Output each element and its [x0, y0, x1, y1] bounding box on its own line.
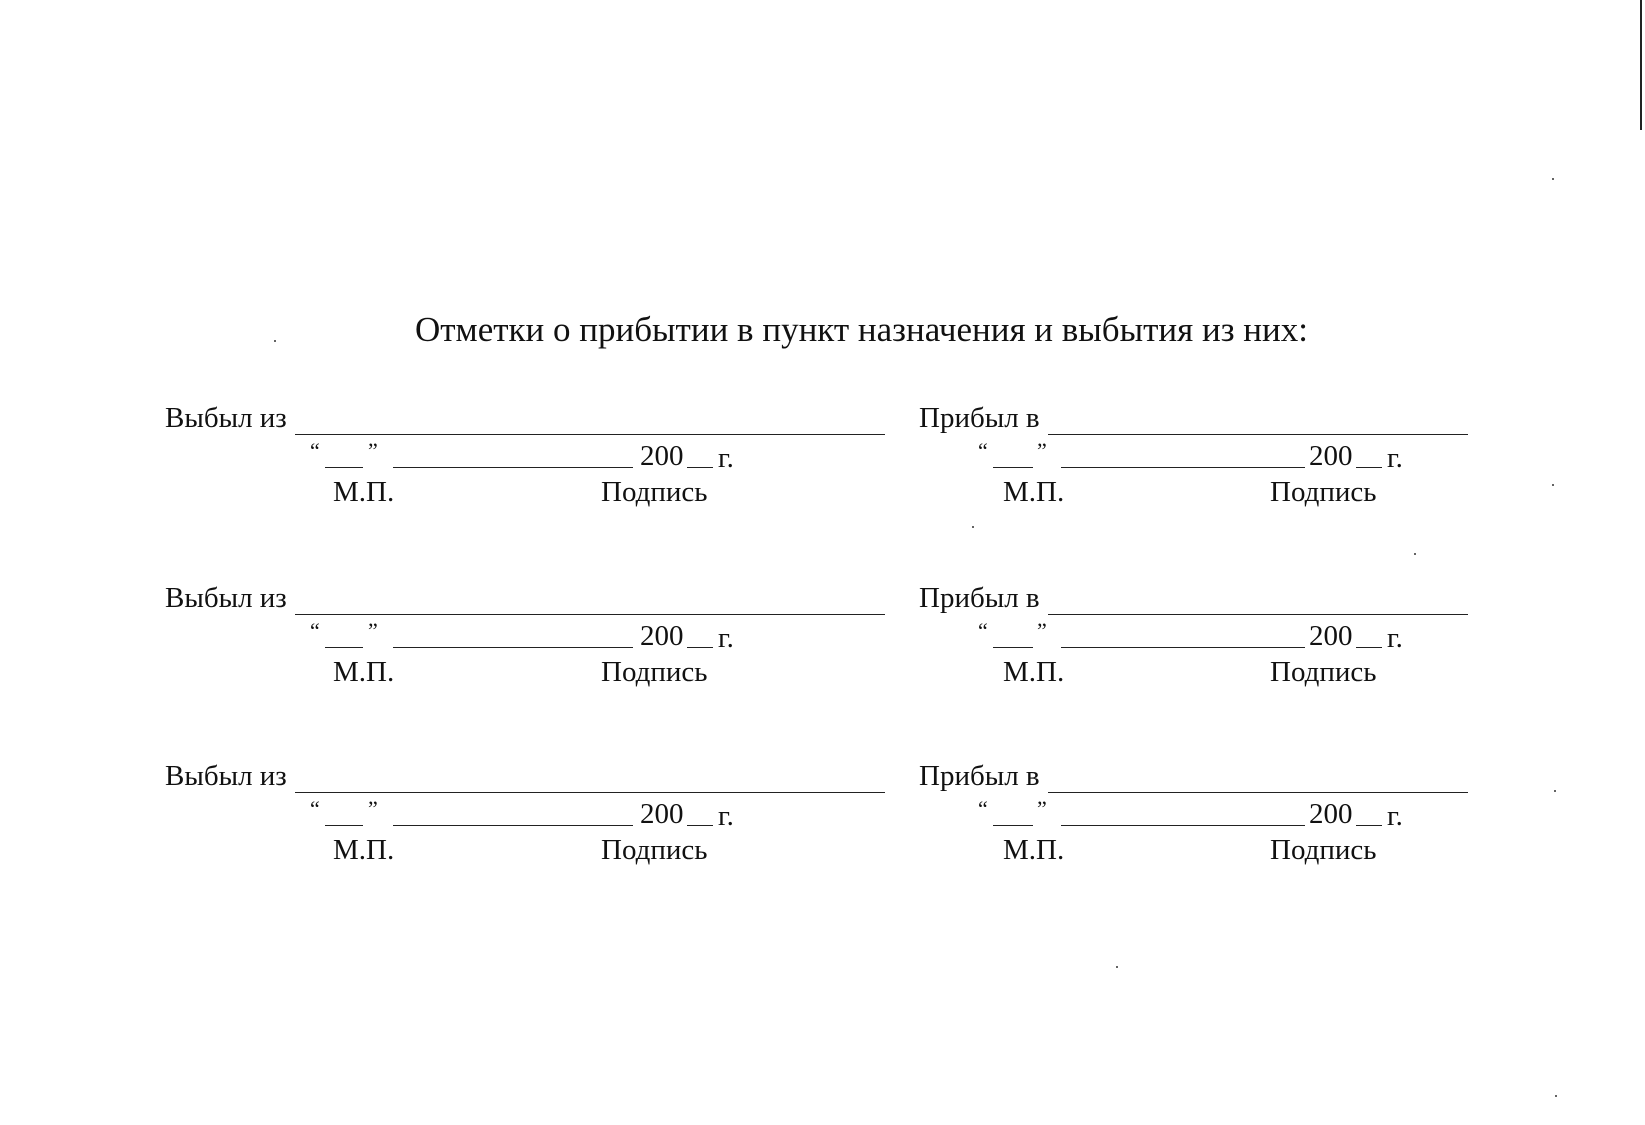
- stamp-label: М.П.: [1003, 834, 1065, 866]
- arrival-record-2: [919, 584, 1479, 689]
- arrival-place-field[interactable]: [1048, 614, 1468, 615]
- departure-label: Выбыл из: [165, 760, 287, 792]
- year-field[interactable]: [687, 825, 713, 826]
- year-suffix: г.: [718, 622, 734, 654]
- arrival-place-field[interactable]: [1048, 792, 1468, 793]
- open-quote: “: [310, 796, 320, 821]
- scan-speck: [972, 526, 974, 528]
- stamp-label: М.П.: [1003, 476, 1065, 508]
- close-quote: ”: [1037, 796, 1047, 821]
- month-field[interactable]: [393, 825, 633, 826]
- open-quote: “: [978, 438, 988, 463]
- stamp-label: М.П.: [333, 834, 395, 866]
- stamp-label: М.П.: [1003, 656, 1065, 688]
- close-quote: ”: [368, 438, 378, 463]
- day-field[interactable]: [993, 825, 1033, 826]
- day-field[interactable]: [325, 647, 363, 648]
- year-field[interactable]: [1356, 647, 1382, 648]
- day-field[interactable]: [325, 467, 363, 468]
- year-prefix: 200: [640, 620, 684, 652]
- stamp-label: М.П.: [333, 656, 395, 688]
- month-field[interactable]: [1061, 467, 1305, 468]
- year-suffix: г.: [718, 442, 734, 474]
- year-field[interactable]: [687, 467, 713, 468]
- scan-speck: [1552, 178, 1554, 180]
- scan-speck: [274, 340, 276, 342]
- stamp-label: М.П.: [333, 476, 395, 508]
- day-field[interactable]: [993, 647, 1033, 648]
- signature-label: Подпись: [601, 656, 708, 688]
- month-field[interactable]: [1061, 825, 1305, 826]
- year-prefix: 200: [1309, 620, 1353, 652]
- year-prefix: 200: [640, 798, 684, 830]
- open-quote: “: [310, 618, 320, 643]
- open-quote: “: [978, 618, 988, 643]
- scan-speck: [1554, 790, 1556, 792]
- arrival-record-3: [919, 762, 1479, 867]
- arrival-record-1: [919, 404, 1479, 509]
- signature-label: Подпись: [1270, 656, 1377, 688]
- close-quote: ”: [368, 796, 378, 821]
- scan-speck: [1414, 553, 1416, 555]
- scan-speck: [1555, 1095, 1557, 1097]
- departure-record-2: [165, 584, 885, 689]
- arrival-label: Прибыл в: [919, 760, 1040, 792]
- open-quote: “: [978, 796, 988, 821]
- close-quote: ”: [368, 618, 378, 643]
- signature-label: Подпись: [1270, 476, 1377, 508]
- departure-label: Выбыл из: [165, 402, 287, 434]
- day-field[interactable]: [325, 825, 363, 826]
- year-field[interactable]: [1356, 825, 1382, 826]
- page-title: Отметки о прибытии в пункт назначения и выбытия из них:: [414, 310, 1308, 349]
- year-prefix: 200: [640, 440, 684, 472]
- arrival-label: Прибыл в: [919, 402, 1040, 434]
- departure-record-1: [165, 404, 885, 509]
- departure-label: Выбыл из: [165, 582, 287, 614]
- month-field[interactable]: [393, 647, 633, 648]
- year-suffix: г.: [1387, 442, 1403, 474]
- departure-place-field[interactable]: [295, 614, 885, 615]
- year-field[interactable]: [687, 647, 713, 648]
- close-quote: ”: [1037, 618, 1047, 643]
- signature-label: Подпись: [601, 476, 708, 508]
- arrival-place-field[interactable]: [1048, 434, 1468, 435]
- departure-place-field[interactable]: [295, 792, 885, 793]
- departure-place-field[interactable]: [295, 434, 885, 435]
- arrival-label: Прибыл в: [919, 582, 1040, 614]
- close-quote: ”: [1037, 438, 1047, 463]
- month-field[interactable]: [393, 467, 633, 468]
- year-suffix: г.: [1387, 800, 1403, 832]
- scan-speck: [1552, 484, 1554, 486]
- year-prefix: 200: [1309, 440, 1353, 472]
- open-quote: “: [310, 438, 320, 463]
- year-suffix: г.: [718, 800, 734, 832]
- scan-speck: [1116, 966, 1118, 968]
- signature-label: Подпись: [1270, 834, 1377, 866]
- month-field[interactable]: [1061, 647, 1305, 648]
- signature-label: Подпись: [601, 834, 708, 866]
- year-suffix: г.: [1387, 622, 1403, 654]
- day-field[interactable]: [993, 467, 1033, 468]
- scan-edge-line: [1640, 0, 1642, 130]
- departure-record-3: [165, 762, 885, 867]
- year-field[interactable]: [1356, 467, 1382, 468]
- year-prefix: 200: [1309, 798, 1353, 830]
